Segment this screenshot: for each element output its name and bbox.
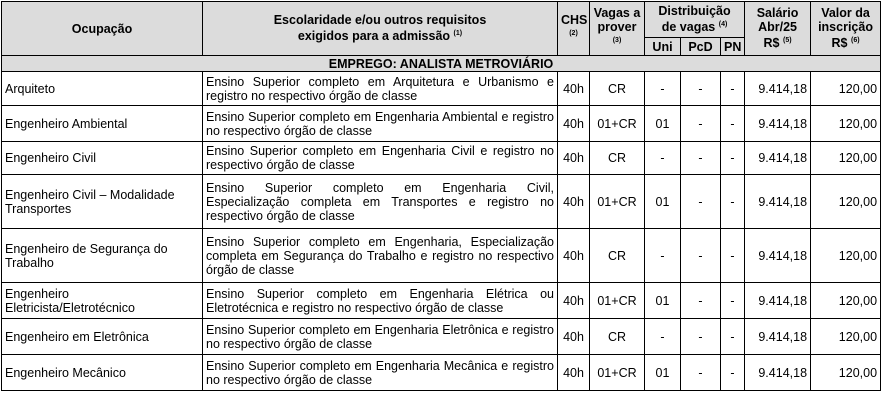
cell-ocupacao: Engenheiro de Segurança do Trabalho xyxy=(2,229,203,283)
cell-vagas: CR xyxy=(590,319,645,355)
cell-ocupacao: Engenheiro Eletricista/Eletrotécnico xyxy=(2,283,203,319)
cell-pn: - xyxy=(721,283,745,319)
cell-uni: - xyxy=(645,142,681,175)
cell-uni: 01 xyxy=(645,283,681,319)
cell-salario: 9.414,18 xyxy=(745,142,811,175)
section-title: EMPREGO: ANALISTA METROVIÁRIO xyxy=(2,56,881,72)
cell-salario: 9.414,18 xyxy=(745,319,811,355)
cell-salario: 9.414,18 xyxy=(745,175,811,229)
cell-requisitos: Ensino Superior completo em Engenharia Civil, Especialização completa em Transportes e registro no respectivo órgão de classe xyxy=(203,175,558,229)
cell-pn: - xyxy=(721,175,745,229)
cell-vagas: 01+CR xyxy=(590,283,645,319)
cell-ocupacao: Arquiteto xyxy=(2,72,203,106)
cell-uni: 01 xyxy=(645,175,681,229)
cell-ocupacao: Engenheiro em Eletrônica xyxy=(2,319,203,355)
table-row xyxy=(2,319,881,355)
cell-salario: 9.414,18 xyxy=(745,229,811,283)
cell-requisitos: Ensino Superior completo em Engenharia Elétrica ou Eletrotécnica e registro no respectivo órgão de classe xyxy=(203,283,558,319)
header-ocupacao: Ocupação xyxy=(2,2,203,56)
cell-valor: 120,00 xyxy=(811,283,881,319)
cell-vagas: 01+CR xyxy=(590,355,645,391)
cell-ocupacao: Engenheiro Mecânico xyxy=(2,355,203,391)
cell-ocupacao: Engenheiro Ambiental xyxy=(2,106,203,142)
cell-ocupacao: Engenheiro Civil – Modalidade Transportes xyxy=(2,175,203,229)
cell-pn: - xyxy=(721,229,745,283)
cell-valor: 120,00 xyxy=(811,142,881,175)
cell-pn: - xyxy=(721,355,745,391)
header-chs: CHS $^{(2)}$ xyxy=(558,2,590,56)
cell-vagas: CR xyxy=(590,72,645,106)
cell-requisitos: Ensino Superior completo em Engenharia Eletrônica e registro no respectivo órgão de classe xyxy=(203,319,558,355)
header-uni: Uni xyxy=(645,38,681,56)
cell-requisitos: Ensino Superior completo em Engenharia Civil e registro no respectivo órgão de classe xyxy=(203,142,558,175)
header-valor: Valor da inscrição R$ $^{(6)}$ xyxy=(811,2,881,56)
cell-salario: 9.414,18 xyxy=(745,283,811,319)
cell-valor: 120,00 xyxy=(811,72,881,106)
cell-valor: 120,00 xyxy=(811,106,881,142)
table-row xyxy=(2,142,881,175)
cell-salario: 9.414,18 xyxy=(745,72,811,106)
header-vagas: Vagas a prover $^{(3)}$ xyxy=(590,2,645,56)
cell-pn: - xyxy=(721,319,745,355)
cell-vagas: CR xyxy=(590,142,645,175)
table-row xyxy=(2,72,881,106)
header-distribuicao: Distribuição de vagas $^{(4)}$ xyxy=(645,2,745,38)
cell-vagas: 01+CR xyxy=(590,106,645,142)
cell-pcd: - xyxy=(681,106,721,142)
cell-valor: 120,00 xyxy=(811,229,881,283)
cell-pcd: - xyxy=(681,319,721,355)
cell-requisitos: Ensino Superior completo em Engenharia Mecânica e registro no respectivo órgão de classe xyxy=(203,355,558,391)
cell-uni: - xyxy=(645,72,681,106)
cell-uni: - xyxy=(645,319,681,355)
header-escolaridade: Escolaridade e/ou outros requisitos exigidos para a admissão $^{(1)}$ xyxy=(203,2,558,56)
cell-pcd: - xyxy=(681,283,721,319)
table-row xyxy=(2,283,881,319)
cell-chs: 40h xyxy=(558,106,590,142)
cell-requisitos: Ensino Superior completo em Engenharia, Especialização completa em Segurança do Trabalho e registro no respectivo órgão de classe xyxy=(203,229,558,283)
cell-salario: 9.414,18 xyxy=(745,106,811,142)
cell-pn: - xyxy=(721,142,745,175)
cell-valor: 120,00 xyxy=(811,319,881,355)
cell-chs: 40h xyxy=(558,283,590,319)
cell-uni: 01 xyxy=(645,106,681,142)
header-salario: Salário Abr/25 R$ $^{(5)}$ xyxy=(745,2,811,56)
cell-uni: 01 xyxy=(645,355,681,391)
table-row xyxy=(2,106,881,142)
cell-pcd: - xyxy=(681,72,721,106)
header-pn: PN xyxy=(721,38,745,56)
cell-valor: 120,00 xyxy=(811,355,881,391)
cell-pcd: - xyxy=(681,355,721,391)
section-row xyxy=(2,56,881,72)
vacancy-table xyxy=(1,1,881,391)
cell-pn: - xyxy=(721,72,745,106)
cell-pcd: - xyxy=(681,142,721,175)
cell-requisitos: Ensino Superior completo em Arquitetura e Urbanismo e registro no respectivo órgão de classe xyxy=(203,72,558,106)
cell-vagas: 01+CR xyxy=(590,175,645,229)
cell-chs: 40h xyxy=(558,355,590,391)
cell-chs: 40h xyxy=(558,142,590,175)
cell-chs: 40h xyxy=(558,72,590,106)
table-row xyxy=(2,355,881,391)
cell-salario: 9.414,18 xyxy=(745,355,811,391)
cell-pcd: - xyxy=(681,175,721,229)
header-pcd: PcD xyxy=(681,38,721,56)
cell-pcd: - xyxy=(681,229,721,283)
cell-uni: - xyxy=(645,229,681,283)
cell-requisitos: Ensino Superior completo em Engenharia Ambiental e registro no respectivo órgão de classe xyxy=(203,106,558,142)
cell-pn: - xyxy=(721,106,745,142)
cell-ocupacao: Engenheiro Civil xyxy=(2,142,203,175)
cell-chs: 40h xyxy=(558,319,590,355)
cell-vagas: CR xyxy=(590,229,645,283)
table-row xyxy=(2,229,881,283)
cell-chs: 40h xyxy=(558,229,590,283)
cell-valor: 120,00 xyxy=(811,175,881,229)
table-row xyxy=(2,175,881,229)
cell-chs: 40h xyxy=(558,175,590,229)
